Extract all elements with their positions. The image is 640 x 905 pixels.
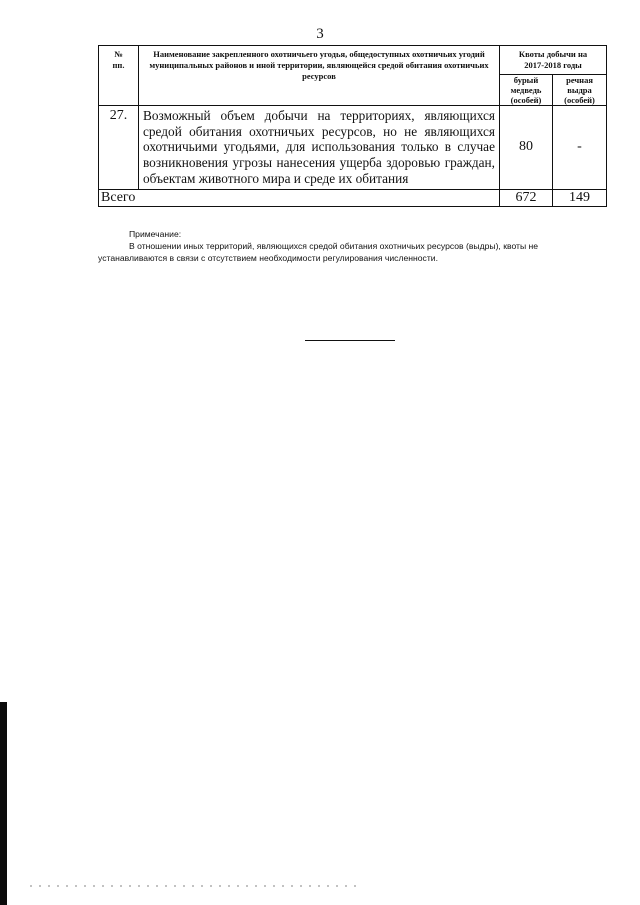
total-bear-value: 672	[500, 189, 553, 206]
page-number: 3	[316, 26, 324, 42]
note-text: В отношении иных территорий, являющихся средой обитания охотничьих ресурсов (выдры), квоты не устанавливаются в связи с отсутствием необходимости регулирования численности.	[98, 241, 539, 263]
header-quotas: Квоты добычи на 2017-2018 годы	[500, 46, 607, 75]
header-bear: бурый медведь (особей)	[500, 75, 553, 106]
row-bear-value: 80	[500, 106, 553, 190]
row-otter-value: -	[553, 106, 607, 190]
scan-edge-shadow	[0, 702, 7, 905]
row-name: Возможный объем добычи на территориях, являющихся средой обитания охотничьих ресурсов, но не являющихся охотничьими угодьями, для использования только в случае возникновения угрозы нанесения ущерба здоровью граждан, объектам животного мира и среде их обитания	[139, 106, 500, 190]
quota-table	[98, 45, 607, 207]
note	[98, 228, 608, 264]
total-label: Всего	[99, 189, 500, 206]
scan-noise	[30, 885, 360, 887]
header-name: Наименование закрепленного охотничьего угодья, общедоступных охотничьих угодий муниципальных районов и иной территории, являющейся средой обитания охотничьих ресурсов	[139, 46, 500, 106]
table-row	[99, 106, 607, 190]
table-header-row	[99, 46, 607, 75]
note-title: Примечание:	[129, 229, 182, 239]
total-otter-value: 149	[553, 189, 607, 206]
row-number: 27.	[99, 106, 139, 190]
header-number: № пп.	[99, 46, 139, 106]
header-otter: речная выдра (особей)	[553, 75, 607, 106]
separator-line	[305, 340, 395, 341]
table-total-row	[99, 189, 607, 206]
